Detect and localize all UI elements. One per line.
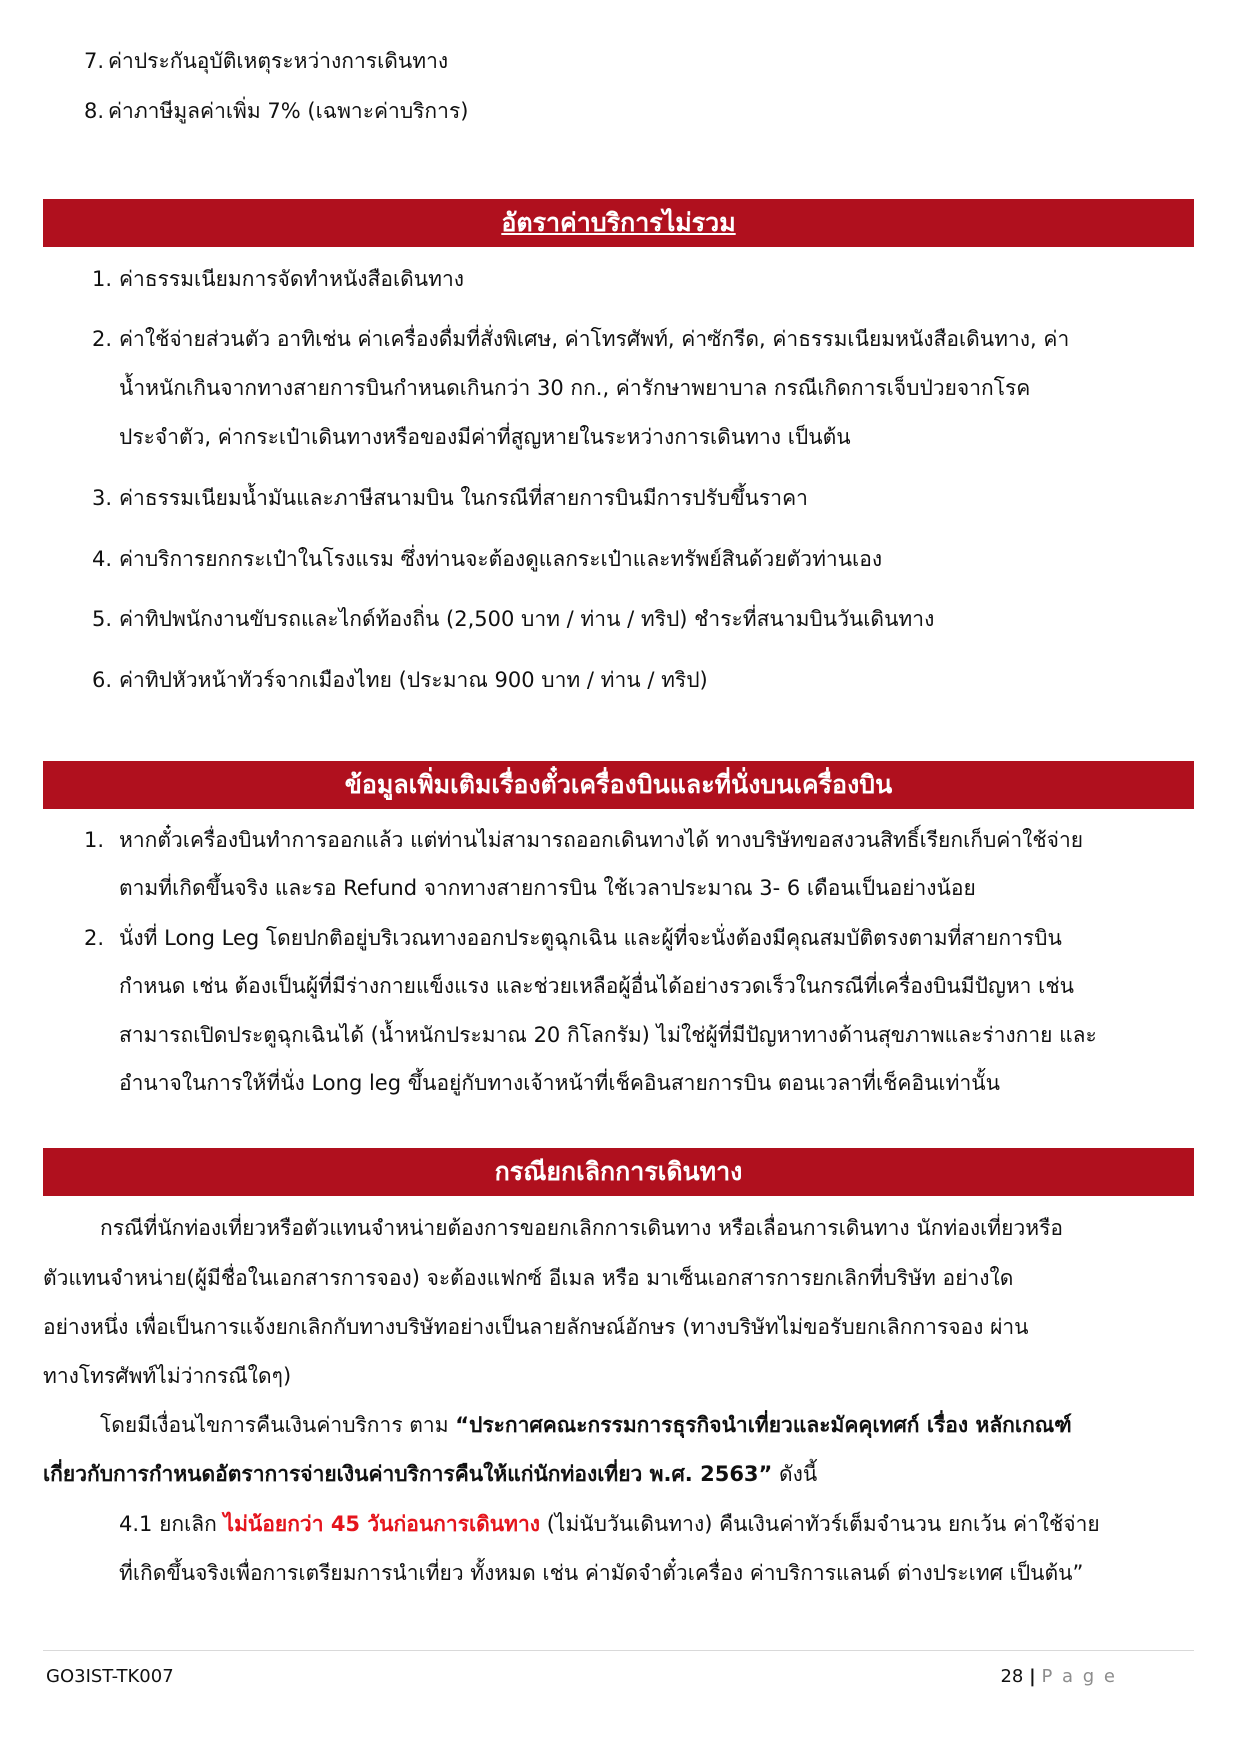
paragraph-line: ตัวแทนจำหน่าย(ผู้มีชื่อในเอกสารการจอง) จะต้องแฟกซ์ อีเมล หรือ มาเซ็นเอกสารการยกเลิกที่บริษัท อย่างใด (43, 1266, 1014, 1290)
page-label: P a g e (1041, 1666, 1117, 1687)
announcement-title-continued: เกี่ยวกับการกำหนดอัตราการจ่ายเงินค่าบริการคืนให้แก่นักท่องเที่ยว พ.ศ. 2563” (43, 1462, 773, 1486)
list-number: 1. (84, 828, 105, 852)
list-item-continued: สามารถเปิดประตูฉุกเฉินได้ (น้ำหนักประมาณ 20 กิโลกรัม) ไม่ใช่ผู้ที่มีปัญหาทางด้านสุขภาพและร่างกาย และ (119, 1023, 1097, 1047)
document-code: GO3IST-TK007 (46, 1666, 174, 1687)
section-title: อัตราค่าบริการไม่รวม (501, 208, 736, 237)
paragraph-line: กรณีที่นักท่องเที่ยวหรือตัวแทนจำหน่ายต้องการขอยกเลิกการเดินทาง หรือเลื่อนการเดินทาง นักท่องเที่ยวหรือ (100, 1216, 1063, 1240)
policy-highlight: ไม่น้อยกว่า 45 วันก่อนการเดินทาง (223, 1512, 541, 1536)
section-title: ข้อมูลเพิ่มเติมเรื่องตั๋วเครื่องบินและที่นั่งบนเครื่องบิน (344, 770, 893, 799)
list-item: ค่าประกันอุบัติเหตุระหว่างการเดินทาง (108, 49, 449, 73)
list-number: 6. (92, 668, 113, 692)
condition-intro: โดยมีเงื่อนไขการคืนเงินค่าบริการ ตาม (100, 1413, 456, 1437)
list-item: ค่าใช้จ่ายส่วนตัว อาทิเช่น ค่าเครื่องดื่มที่สั่งพิเศษ, ค่าโทรศัพท์, ค่าซักรีด, ค่าธรรมเนียมหนังสือเดินทาง, ค่า (119, 327, 1070, 351)
list-number: 3. (92, 486, 113, 510)
list-item-continued: อำนาจในการให้ที่นั่ง Long leg ขึ้นอยู่กับทางเจ้าหน้าที่เช็คอินสายการบิน ตอนเวลาที่เช็คอินเท่านั้น (119, 1071, 1000, 1095)
list-item: นั่งที่ Long Leg โดยปกติอยู่บริเวณทางออกประตูฉุกเฉิน และผู้ที่จะนั่งต้องมีคุณสมบัติตรงตามที่สายการบิน (119, 926, 1062, 950)
policy-item-continued: ที่เกิดขึ้นจริงเพื่อการเตรียมการนำเที่ยว ทั้งหมด เช่น ค่ามัดจำตั๋วเครื่อง ค่าบริการแลนด์ ต่างประเทศ เป็นต้น” (119, 1561, 1084, 1585)
list-number: 7. (84, 49, 105, 73)
list-item-continued: ประจำตัว, ค่ากระเป๋าเดินทางหรือของมีค่าที่สูญหายในระหว่างการเดินทาง เป็นต้น (119, 425, 851, 449)
page-indicator (1000, 1665, 1117, 1689)
section-banner-cancel (43, 1148, 1194, 1196)
paragraph-line: ทางโทรศัพท์ไม่ว่ากรณีใดๆ) (43, 1364, 292, 1388)
footer-divider (43, 1650, 1194, 1651)
list-number: 1. (92, 267, 113, 291)
list-item: ค่าบริการยกกระเป๋าในโรงแรม ซึ่งท่านจะต้องดูแลกระเป๋าและทรัพย์สินด้วยตัวท่านเอง (119, 547, 883, 571)
list-item: ค่าทิปพนักงานขับรถและไกด์ท้องถิ่น (2,500 บาท / ท่าน / ทริป) ชำระที่สนามบินวันเดินทาง (119, 607, 935, 631)
policy-item-prefix: 4.1 ยกเลิก (119, 1512, 224, 1536)
section-banner-flight (43, 761, 1194, 809)
list-number: 2. (84, 926, 105, 950)
list-item: ค่าทิปหัวหน้าทัวร์จากเมืองไทย (ประมาณ 900 บาท / ท่าน / ทริป) (119, 668, 708, 692)
paragraph-line (100, 1409, 1072, 1441)
list-item-continued: ตามที่เกิดขึ้นจริง และรอ Refund จากทางสายการบิน ใช้เวลาประมาณ 3- 6 เดือนเป็นอย่างน้อย (119, 876, 976, 900)
section-banner-excluded (43, 199, 1194, 247)
list-number: 5. (92, 607, 113, 631)
section-title: กรณียกเลิกการเดินทาง (494, 1157, 743, 1186)
list-number: 8. (84, 99, 105, 123)
policy-item-text: (ไม่นับวันเดินทาง) คืนเงินค่าทัวร์เต็มจำนวน ยกเว้น ค่าใช้จ่าย (540, 1512, 1100, 1536)
list-item-continued: น้ำหนักเกินจากทางสายการบินกำหนดเกินกว่า 30 กก., ค่ารักษาพยาบาล กรณีเกิดการเจ็บป่วยจากโรค (119, 376, 1031, 400)
list-item-continued: กำหนด เช่น ต้องเป็นผู้ที่มีร่างกายแข็งแรง และช่วยเหลือผู้อื่นได้อย่างรวดเร็วในกรณีที่เครื่องบินมีปัญหา เช่น (119, 974, 1074, 998)
paragraph-line: อย่างหนึ่ง เพื่อเป็นการแจ้งยกเลิกกับทางบริษัทอย่างเป็นลายลักษณ์อักษร (ทางบริษัทไม่ขอรับยกเลิกการจอง ผ่าน (43, 1315, 1029, 1339)
list-number: 4. (92, 547, 113, 571)
paragraph-line (43, 1458, 817, 1490)
list-item: ค่าภาษีมูลค่าเพิ่ม 7% (เฉพาะค่าบริการ) (108, 99, 469, 123)
announcement-title: “ประกาศคณะกรรมการธุรกิจนำเที่ยวและมัคคุเทศก์ เรื่อง หลักเกณฑ์ (455, 1413, 1072, 1437)
list-number: 2. (92, 327, 113, 351)
list-item: หากตั๋วเครื่องบินทำการออกแล้ว แต่ท่านไม่สามารถออกเดินทางได้ ทางบริษัทขอสงวนสิทธิ์เรียกเก็บค่าใช้จ่าย (119, 828, 1084, 852)
page-number: 28 (1000, 1666, 1024, 1687)
condition-suffix: ดังนี้ (772, 1462, 818, 1486)
list-item: ค่าธรรมเนียมการจัดทำหนังสือเดินทาง (119, 267, 465, 291)
policy-item (119, 1508, 1100, 1540)
list-item: ค่าธรรมเนียมน้ำมันและภาษีสนามบิน ในกรณีที่สายการบินมีการปรับขึ้นราคา (119, 486, 808, 510)
page-separator: | (1029, 1666, 1036, 1687)
